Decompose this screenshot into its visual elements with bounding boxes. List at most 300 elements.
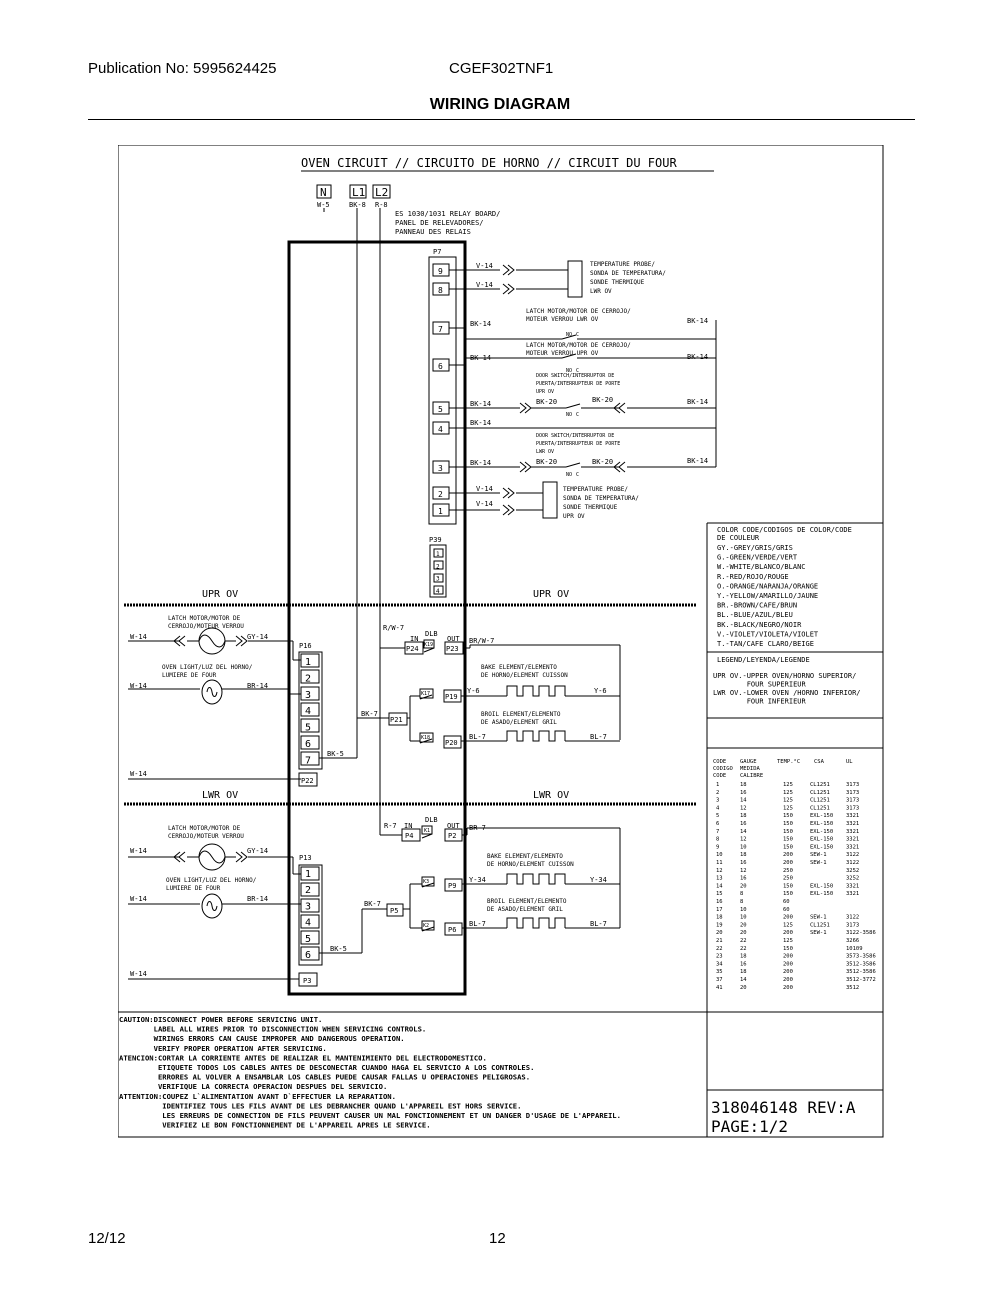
caution-line: LABEL ALL WIRES PRIOR TO DISCONNECTION WHEN SERVICING CONTROLS. xyxy=(119,1024,427,1034)
wire-brw7: BR/W-7 xyxy=(469,637,495,645)
door-switch-lower-label: PUERTA/INTERRUPTEUR DE PORTE xyxy=(536,441,621,447)
p13-pin: 5 xyxy=(305,933,312,945)
switch-c: C xyxy=(576,332,580,338)
legend-entry: LWR OV.-LOWER OVEN /HORNO INFERIOR/ xyxy=(713,689,861,697)
gauge-header: CODE xyxy=(713,759,727,765)
p39-pin: 4 xyxy=(436,587,440,595)
upper-bake-label: DE HORNO/ELEMENT CUISSON xyxy=(481,672,568,679)
color-code-entry: Y.-YELLOW/AMARILLO/JAUNE xyxy=(717,592,819,600)
gauge-cell: 200 xyxy=(783,969,793,976)
gauge-cell: 150 xyxy=(783,813,793,820)
gauge-cell: 150 xyxy=(783,891,793,898)
gauge-cell: 125 xyxy=(783,922,793,929)
legend-entry: FOUR SUPERIEUR xyxy=(713,680,806,689)
p16-pin: 7 xyxy=(305,755,312,767)
wire-label-bk14: BK-14 xyxy=(687,353,709,361)
color-code-entry: T.-TAN/CAFE CLARO/BEIGE xyxy=(717,640,814,648)
p13-pin: 6 xyxy=(305,950,312,961)
wire-bk7: BK-7 xyxy=(364,900,381,908)
p23-label: P23 xyxy=(446,645,459,653)
gauge-cell: 3173 xyxy=(846,797,860,804)
wire-label-bk14: BK-14 xyxy=(687,398,709,406)
switch-no: NO xyxy=(566,412,573,418)
gauge-cell: 3252 xyxy=(846,867,860,874)
wire-label-bk20: BK-20 xyxy=(592,396,614,404)
switch-no: NO xyxy=(566,332,573,338)
p13-label: P13 xyxy=(299,854,312,862)
temp-probe-upper-label: TEMPERATURE PROBE/ xyxy=(590,261,656,268)
gauge-cell: 20 xyxy=(740,930,747,937)
gauge-cell: 200 xyxy=(783,860,793,866)
wire-w14: W-14 xyxy=(130,970,147,978)
gauge-cell: 18 xyxy=(740,969,747,976)
p9-label: P9 xyxy=(448,882,457,890)
p3-label: P3 xyxy=(303,977,312,985)
wire-gy14: GY-14 xyxy=(247,633,269,641)
gauge-cell: 22 xyxy=(740,938,747,944)
upper-bake-label: BAKE ELEMENT/ELEMENTO xyxy=(481,664,557,671)
gauge-cell: 3252 xyxy=(846,875,860,882)
p7-pin: 6 xyxy=(438,362,443,371)
upr-ov-left: UPR OV xyxy=(202,589,239,600)
lower-oven-labels xyxy=(130,816,607,985)
gauge-cell: 8 xyxy=(740,891,744,898)
p7-pin: 9 xyxy=(438,267,443,276)
lower-bake-label: BAKE ELEMENT/ELEMENTO xyxy=(487,853,563,860)
color-code-entry: R.-RED/ROJO/ROUGE xyxy=(717,572,789,581)
gauge-cell: 10109 xyxy=(846,945,863,952)
gauge-cell: 3321 xyxy=(846,891,860,898)
wire-br7: BR-7 xyxy=(469,824,486,832)
gauge-cell: 3321 xyxy=(846,836,860,843)
gauge-cell: 3173 xyxy=(846,922,860,929)
gauge-cell: 150 xyxy=(783,828,793,835)
switch-no: NO xyxy=(566,368,573,374)
p39-pin: 2 xyxy=(436,563,440,571)
gauge-cell: EXL-150 xyxy=(810,836,834,843)
gauge-cell: EXL-150 xyxy=(810,844,834,851)
p7-label: P7 xyxy=(433,248,442,256)
p16-pin: 1 xyxy=(305,657,312,668)
color-code-box xyxy=(717,526,852,648)
gauge-cell: 150 xyxy=(783,883,793,890)
gauge-cell: 150 xyxy=(783,945,793,952)
switch-no: NO xyxy=(566,472,573,478)
gauge-cell: 3512-3586 xyxy=(846,969,876,976)
gauge-cell: 150 xyxy=(783,844,793,851)
gauge-cell: 250 xyxy=(783,875,793,882)
wire-label-bk14: BK-14 xyxy=(470,419,492,427)
page-title: WIRING DIAGRAM xyxy=(429,96,571,113)
gauge-cell: 18 xyxy=(740,813,747,820)
wire-gauge-table xyxy=(713,759,876,991)
gauge-cell: 3122 xyxy=(846,852,860,859)
color-code-entry: W.-WHITE/BLANCO/BLANC xyxy=(717,563,806,572)
caution-line: CAUTION:DISCONNECT POWER BEFORE SERVICING UNIT. xyxy=(119,1015,323,1024)
caution-line: VERIFIQUE LA CORRECTA OPERACION DESPUES DEL SERVICIO. xyxy=(119,1082,388,1092)
gauge-cell: 3122 xyxy=(846,860,860,866)
gauge-cell: 125 xyxy=(783,789,793,796)
k19-label: K19 xyxy=(424,642,434,648)
gauge-cell: 20 xyxy=(740,984,747,991)
gauge-cell: 3321 xyxy=(846,883,860,890)
gauge-cell: 9 xyxy=(716,844,720,851)
gauge-cell: 7 xyxy=(716,828,720,835)
p39-pin: 1 xyxy=(436,551,440,558)
gauge-cell: 125 xyxy=(783,938,793,944)
gauge-cell: 3 xyxy=(716,797,720,804)
p7-pin: 8 xyxy=(438,286,443,295)
gauge-cell: 8 xyxy=(740,899,744,905)
p22-label: P22 xyxy=(301,777,314,785)
gauge-cell: 1 xyxy=(716,782,720,788)
gauge-cell: 3573-3586 xyxy=(846,953,876,960)
wire-bk8: BK-8 xyxy=(349,201,366,209)
wire-w14: W-14 xyxy=(130,770,147,778)
wiring-diagram xyxy=(118,145,884,1138)
gauge-cell: EXL-150 xyxy=(810,883,834,890)
p7-pin: 1 xyxy=(438,507,443,516)
gauge-cell: 125 xyxy=(783,782,793,788)
gauge-cell: 16 xyxy=(740,789,747,796)
door-switch-upper-label: PUERTA/INTERRUPTEUR DE PORTE xyxy=(536,381,621,387)
door-switch-upper-label: UPR OV xyxy=(536,389,555,395)
lower-broil-label: DE ASADO/ELEMENT GRIL xyxy=(487,906,563,913)
gauge-cell: 22 xyxy=(716,945,723,952)
gauge-cell: 3512-3772 xyxy=(846,977,876,983)
gauge-header: TEMP.°C xyxy=(777,759,801,765)
p7-wire-labels xyxy=(470,261,708,520)
lower-latch-label: LATCH MOTOR/MOTOR DE xyxy=(168,825,241,832)
gauge-cell: 4 xyxy=(716,805,720,812)
gauge-cell: 200 xyxy=(783,984,793,991)
gauge-cell: 200 xyxy=(783,930,793,937)
gauge-cell: 3173 xyxy=(846,805,860,812)
wire-bk5: BK-5 xyxy=(327,750,344,758)
gauge-cell: SEW-1 xyxy=(810,860,827,866)
gauge-cell: EXL-150 xyxy=(810,821,834,827)
page-label: PAGE:1/2 xyxy=(711,1117,789,1136)
wire-y34: Y-34 xyxy=(469,876,486,884)
lower-light-label: OVEN LIGHT/LUZ DEL HORNO/ xyxy=(166,877,257,884)
doc-number: 318046148 REV:A xyxy=(711,1098,856,1117)
p7-pin: 7 xyxy=(438,325,443,334)
gauge-cell: CL1251 xyxy=(810,782,830,788)
p16-pin: 3 xyxy=(305,689,312,701)
gauge-cell: CL1251 xyxy=(810,797,830,804)
gauge-cell: 6 xyxy=(716,821,720,827)
wire-label-bk20: BK-20 xyxy=(592,458,614,466)
relay-board-label: ES 1030/1031 RELAY BOARD/ PANEL DE RELEVADORES/ PANNEAU DES RELAIS xyxy=(395,210,501,236)
gauge-cell: 41 xyxy=(716,984,723,991)
gauge-cell: 16 xyxy=(740,875,747,882)
gauge-cell: 16 xyxy=(740,961,747,968)
color-code-title: COLOR CODE/CODIGOS DE COLOR/CODE xyxy=(717,526,852,534)
legend-entry: FOUR INFERIEUR xyxy=(713,697,806,706)
p7-pin: 4 xyxy=(438,425,443,434)
caution-line: VERIFIEZ LE BON FONCTIONNEMENT DE L'APPAREIL APRES LE SERVICE. xyxy=(119,1120,431,1130)
gauge-cell: 17 xyxy=(716,906,723,913)
gauge-cell: 14 xyxy=(740,797,747,804)
gauge-cell: 3321 xyxy=(846,813,860,820)
gauge-cell: 3321 xyxy=(846,821,860,827)
wire-label-v14: V-14 xyxy=(476,281,493,289)
gauge-cell: 12 xyxy=(740,836,747,843)
gauge-cell: 3173 xyxy=(846,789,860,796)
wire-label-bk20: BK-20 xyxy=(536,398,558,406)
gauge-header: MEDIDA xyxy=(740,766,760,772)
wire-bl7: BL-7 xyxy=(469,733,486,741)
wire-w5: W-5 xyxy=(317,201,330,209)
gauge-cell: 10 xyxy=(740,844,747,851)
gauge-cell: 3321 xyxy=(846,844,860,851)
gauge-cell: 18 xyxy=(740,782,747,788)
switch-c: C xyxy=(576,472,580,478)
p13-pin: 2 xyxy=(305,885,312,897)
p7-pin: 3 xyxy=(438,464,443,473)
wire-bl7: BL-7 xyxy=(590,920,607,928)
latch-motor-lower-label: MOTEUR VERROU LWR OV xyxy=(526,316,599,323)
p13-pin: 1 xyxy=(305,869,312,880)
gauge-cell: 3266 xyxy=(846,938,860,944)
upper-light-label: OVEN LIGHT/LUZ DEL HORNO/ xyxy=(162,664,253,671)
temp-probe-lower-label: SONDA DE TEMPERATURA/ xyxy=(563,495,639,502)
wire-label-bk14: BK-14 xyxy=(470,320,492,328)
upper-latch-label: CERROJO/MOTEUR VERROU xyxy=(168,623,244,630)
p4-label: P4 xyxy=(405,832,414,840)
p16-pin: 5 xyxy=(305,722,312,734)
caution-line: VERIFY PROPER OPERATION AFTER SERVICING. xyxy=(119,1043,327,1053)
gauge-cell: 18 xyxy=(740,953,747,960)
upper-light-label: LUMIERE DE FOUR xyxy=(162,672,217,679)
wire-label-bk20: BK-20 xyxy=(536,458,558,466)
temp-probe-upper-label: SONDA DE TEMPERATURA/ xyxy=(590,270,666,277)
gauge-cell: 34 xyxy=(716,961,723,968)
p39-pin: 3 xyxy=(436,575,440,583)
gauge-cell: 16 xyxy=(740,821,747,827)
temp-probe-upper-label: SONDE THERMIQUE xyxy=(590,279,645,286)
p39-label: P39 xyxy=(429,536,442,544)
p39-pins xyxy=(436,551,440,595)
publication-number: Publication No: 5995624425 xyxy=(88,60,277,77)
p20-label: P20 xyxy=(445,739,458,747)
color-code-entry: BL.-BLUE/AZUL/BLEU xyxy=(717,611,793,620)
model-number: CGEF302TNF1 xyxy=(449,60,554,77)
wire-label-v14: V-14 xyxy=(476,485,493,493)
gauge-header: CSA xyxy=(814,759,824,765)
gauge-cell: 8 xyxy=(716,836,720,843)
latch-motor-lower-label: LATCH MOTOR/MOTOR DE CERROJO/ xyxy=(526,308,631,315)
wire-bl7: BL-7 xyxy=(469,920,486,928)
k3-label: K3 xyxy=(423,879,430,885)
gauge-header: CALIBRE xyxy=(740,773,764,779)
p5-label: P5 xyxy=(390,907,399,915)
gauge-cell: 3122 xyxy=(846,914,860,921)
gauge-cell: SEW-1 xyxy=(810,930,827,937)
footer-page-number: 12 xyxy=(489,1230,506,1247)
gauge-cell: 18 xyxy=(716,914,723,921)
wire-gy14: GY-14 xyxy=(247,847,269,855)
p7-pin: 2 xyxy=(438,490,443,499)
caution-line: WIRINGS ERRORS CAN CAUSE IMPROPER AND DANGEROUS OPERATION. xyxy=(119,1034,405,1044)
color-code-entry: V.-VIOLET/VIOLETA/VIOLET xyxy=(717,630,819,639)
gauge-cell: 22 xyxy=(740,945,747,952)
gauge-cell: 20 xyxy=(740,922,747,929)
k1-label: K1 xyxy=(424,828,431,834)
gauge-cell: SEW-1 xyxy=(810,914,827,921)
gauge-cell: 60 xyxy=(783,906,790,913)
caution-line: ATTENTION:COUPEZ L`ALIMENTATION AVANT D`EFFECTUER LA REPARATION. xyxy=(119,1091,396,1101)
dlb-label: DLB xyxy=(425,816,438,824)
gauge-cell: EXL-150 xyxy=(810,828,834,835)
caution-line: ERRORES AL VOLVER A ENSAMBLAR LOS CABLES PUEDE CAUSAR FALLAS U OPERACIONES PELIGROSAS. xyxy=(119,1072,531,1082)
gauge-cell: CL1251 xyxy=(810,922,830,929)
wire-w14: W-14 xyxy=(130,895,147,903)
p2-label: P2 xyxy=(448,832,457,840)
wire-bk7: BK-7 xyxy=(361,710,378,718)
gauge-cell: 14 xyxy=(740,977,747,983)
legend-box xyxy=(713,656,861,706)
gauge-header: CODIGO xyxy=(713,766,733,772)
wire-bl7: BL-7 xyxy=(590,733,607,741)
wire-y6: Y-6 xyxy=(594,687,607,695)
legend-title: LEGEND/LEYENDA/LEGENDE xyxy=(717,656,810,664)
gauge-cell: 250 xyxy=(783,867,793,874)
gauge-cell: 16 xyxy=(740,860,747,866)
caution-line: ETIQUETE TODOS LOS CABLES ANTES DE DESCONECTAR CUANDO HAGA EL SERVICIO A LOS CONTROLES. xyxy=(119,1063,535,1072)
gauge-cell: CL1251 xyxy=(810,805,830,812)
gauge-cell: 19 xyxy=(716,922,723,929)
wire-label-bk14: BK-14 xyxy=(687,317,709,325)
gauge-cell: 3512-3586 xyxy=(846,961,876,968)
caution-line: IDENTIFIEZ TOUS LES FILS AVANT DE LES DEBRANCHER QUAND L'APPAREIL EST HORS SERVICE. xyxy=(119,1101,522,1111)
color-code-entry: BR.-BROWN/CAFE/BRUN xyxy=(717,601,798,610)
gauge-cell: EXL-150 xyxy=(810,891,834,898)
footer-date: 12/12 xyxy=(88,1230,126,1247)
upper-latch-label: LATCH MOTOR/MOTOR DE xyxy=(168,615,241,622)
gauge-cell: 150 xyxy=(783,836,793,843)
door-switch-lower-label: DOOR SWITCH/INTERRUPTOR DE xyxy=(536,433,615,439)
p6-label: P6 xyxy=(448,926,457,934)
p7-pin: 5 xyxy=(438,405,443,414)
upper-broil-label: DE ASADO/ELEMENT GRIL xyxy=(481,719,557,726)
color-code-entry: GY.-GREY/GRIS/GRIS xyxy=(717,544,793,552)
gauge-cell: 13 xyxy=(716,875,723,882)
wire-r8: R-8 xyxy=(375,201,388,209)
terminal-l2: L2 xyxy=(375,186,389,199)
temp-probe-lower-label: UPR OV xyxy=(563,513,585,520)
lower-light-label: LUMIERE DE FOUR xyxy=(166,885,221,892)
upper-oven-labels xyxy=(130,615,607,785)
legend-entry: UPR OV.-UPPER OVEN/HORNO SUPERIOR/ xyxy=(713,672,857,680)
gauge-cell: 125 xyxy=(783,805,793,812)
gauge-cell: 12 xyxy=(740,867,747,874)
k2-label: K2 xyxy=(423,923,430,929)
gauge-cell: SEW-1 xyxy=(810,852,827,859)
gauge-cell: 23 xyxy=(716,953,723,960)
wire-label-bk14: BK-14 xyxy=(470,400,492,408)
gauge-cell: 20 xyxy=(716,930,723,937)
color-code-title: DE COULEUR xyxy=(717,534,760,542)
gauge-cell: 3512 xyxy=(846,984,860,991)
gauge-cell: EXL-150 xyxy=(810,813,834,820)
gauge-cell: 37 xyxy=(716,977,723,983)
wire-w14: W-14 xyxy=(130,633,147,641)
gauge-cell: 5 xyxy=(716,813,720,820)
wire-w14: W-14 xyxy=(130,847,147,855)
switch-c: C xyxy=(576,368,580,374)
gauge-cell: 18 xyxy=(740,852,747,859)
gauge-cell: 150 xyxy=(783,821,793,827)
dlb-in: IN xyxy=(404,822,413,830)
color-code-entry: O.-ORANGE/NARANJA/ORANGE xyxy=(717,582,819,591)
wire-bk5: BK-5 xyxy=(330,945,347,953)
lower-broil-label: BROIL ELEMENT/ELEMENTO xyxy=(487,898,567,905)
gauge-cell: 12 xyxy=(740,805,747,812)
gauge-header: GAUGE xyxy=(740,759,757,765)
gauge-cell: 10 xyxy=(740,906,747,913)
p7-pins xyxy=(438,267,443,516)
gauge-cell: 10 xyxy=(740,914,747,921)
wire-br14: BR-14 xyxy=(247,895,269,903)
gauge-cell: 16 xyxy=(716,899,723,905)
gauge-cell: 60 xyxy=(783,899,790,905)
wire-label-v14: V-14 xyxy=(476,500,493,508)
gauge-cell: 200 xyxy=(783,961,793,968)
gauge-cell: 35 xyxy=(716,969,723,976)
caution-notes xyxy=(119,1015,621,1130)
gauge-cell: CL1251 xyxy=(810,789,830,796)
terminal-n: N xyxy=(320,186,327,199)
gauge-cell: 3173 xyxy=(846,782,860,788)
door-switch-lower-label: LWR OV xyxy=(536,449,555,455)
wire-br14: BR-14 xyxy=(247,682,269,690)
gauge-cell: 14 xyxy=(716,883,723,890)
gauge-cell: 200 xyxy=(783,977,793,983)
wire-label-bk14: BK-14 xyxy=(470,459,492,467)
switch-c: C xyxy=(576,412,580,418)
wire-y34: Y-34 xyxy=(590,876,607,884)
dlb-out: OUT xyxy=(447,822,460,830)
lower-bake-label: DE HORNO/ELEMENT CUISSON xyxy=(487,861,574,868)
gauge-cell: 200 xyxy=(783,953,793,960)
latch-motor-upper-label: MOTEUR VERROU UPR OV xyxy=(526,350,599,357)
gauge-cell: 20 xyxy=(740,883,747,890)
dlb-label: DLB xyxy=(425,630,438,638)
gauge-cell: 200 xyxy=(783,852,793,859)
gauge-header: UL xyxy=(846,759,853,765)
color-code-entry: BK.-BLACK/NEGRO/NOIR xyxy=(717,620,802,629)
lwr-ov-left: LWR OV xyxy=(202,790,239,801)
color-code-entry: G.-GREEN/VERDE/VERT xyxy=(717,553,798,562)
temp-probe-lower-label: TEMPERATURE PROBE/ xyxy=(563,486,629,493)
gauge-cell: 15 xyxy=(716,891,723,898)
wire-rw7: R/W-7 xyxy=(383,624,405,632)
door-switch-upper-label: DOOR SWITCH/INTERRUPTOR DE xyxy=(536,373,615,379)
temp-probe-lower-label: SONDE THERMIQUE xyxy=(563,504,618,511)
gauge-cell: 2 xyxy=(716,789,720,796)
gauge-cell: 3321 xyxy=(846,828,860,835)
caution-line: ATENCION:CORTAR LA CORRIENTE ANTES DE REALIZAR EL MANTENIMIENTO DEL ELECTRODOMESTICO. xyxy=(119,1053,487,1063)
caution-line: LES ERREURS DE CONNECTION DE FILS PEUVENT CAUSER UN MAL FONCTIONNEMENT ET UN DANGER D'USAGE DE L'APPAREIL. xyxy=(119,1111,621,1120)
gauge-cell: 12 xyxy=(716,867,723,874)
header-rule xyxy=(88,119,915,120)
p16-pin: 4 xyxy=(305,706,312,718)
terminal-l1: L1 xyxy=(352,186,366,199)
gauge-cell: 11 xyxy=(716,860,723,866)
p19-label: P19 xyxy=(445,693,458,701)
p13-pin: 3 xyxy=(305,901,312,913)
